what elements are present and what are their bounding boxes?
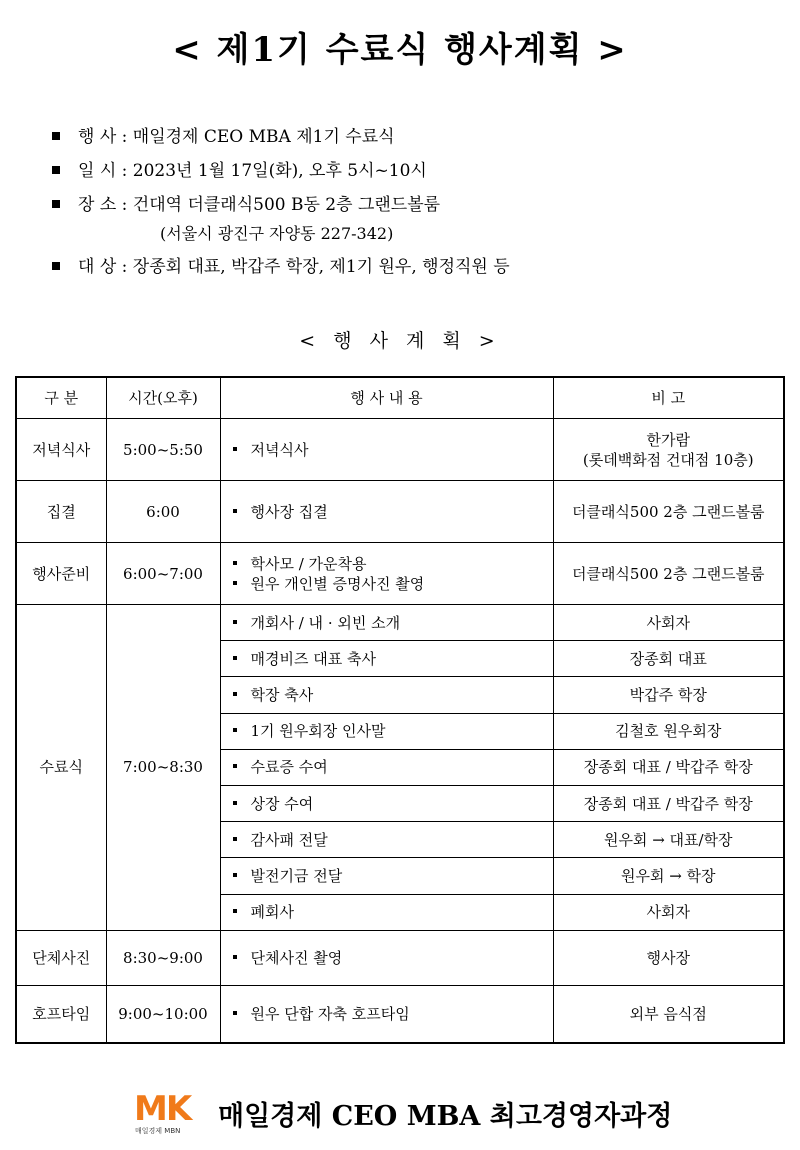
info-item	[52, 154, 772, 188]
content-line	[233, 502, 553, 522]
content-line	[233, 649, 553, 669]
logo-subtext: 매일경제 MBN	[135, 1127, 181, 1135]
note-cell: 김철호 원우회장	[553, 713, 784, 749]
time-cell: 8:30~9:00	[106, 930, 220, 985]
content-text: 학사모 / 가운착용	[250, 554, 367, 573]
content-text: 상장 수여	[250, 794, 314, 813]
category-cell: 수료식	[16, 605, 106, 931]
event-info	[52, 120, 772, 284]
event-plan-table	[15, 376, 785, 1044]
content-line	[233, 574, 553, 594]
table-header-row	[16, 377, 784, 419]
content-line	[233, 613, 553, 633]
content-cell	[220, 605, 553, 641]
table-row	[16, 543, 784, 605]
square-bullet-icon	[233, 909, 237, 913]
category-cell: 호프타임	[16, 985, 106, 1043]
time-cell: 6:00~7:00	[106, 543, 220, 605]
content-cell	[220, 641, 553, 677]
content-line	[233, 830, 553, 850]
note-cell: 원우회 → 학장	[553, 858, 784, 894]
content-text: 저녁식사	[250, 440, 309, 459]
content-text: 단체사진 촬영	[250, 948, 343, 967]
content-cell	[220, 749, 553, 785]
note-cell: 장종회 대표 / 박갑주 학장	[553, 785, 784, 821]
square-bullet-icon	[233, 801, 237, 805]
square-bullet-icon	[233, 728, 237, 732]
mk-logo	[134, 1089, 204, 1138]
square-bullet-icon	[233, 837, 237, 841]
content-line	[233, 554, 553, 574]
content-cell	[220, 543, 553, 605]
content-cell	[220, 785, 553, 821]
square-bullet-icon	[233, 656, 237, 660]
table-row	[16, 481, 784, 543]
table-row	[16, 419, 784, 481]
square-bullet-icon	[233, 509, 237, 513]
content-text: 학장 축사	[250, 685, 314, 704]
note-cell: 더클래식500 2층 그랜드볼룸	[553, 543, 784, 605]
info-text: 장 소 : 건대역 더클래식500 B동 2층 그랜드볼룸	[78, 195, 441, 215]
content-line	[233, 685, 553, 705]
table-row	[16, 985, 784, 1043]
content-text: 행사장 집결	[250, 502, 328, 521]
info-address: (서울시 광진구 자양동 227-342)	[160, 224, 394, 243]
content-text: 감사패 전달	[250, 830, 328, 849]
content-line	[233, 440, 553, 460]
square-bullet-icon	[233, 561, 237, 565]
category-cell: 저녁식사	[16, 419, 106, 481]
content-line	[233, 1004, 553, 1024]
category-cell: 단체사진	[16, 930, 106, 985]
time-cell: 6:00	[106, 481, 220, 543]
column-header: 시간(오후)	[106, 377, 220, 419]
category-cell: 행사준비	[16, 543, 106, 605]
square-bullet-icon	[52, 132, 60, 140]
info-text: 행 사 : 매일경제 CEO MBA 제1기 수료식	[78, 127, 395, 147]
content-text: 수료증 수여	[250, 758, 328, 777]
content-text: 개회사 / 내 · 외빈 소개	[250, 613, 401, 632]
content-cell	[220, 822, 553, 858]
note-cell: 장종회 대표 / 박갑주 학장	[553, 749, 784, 785]
info-text: 대 상 : 장종회 대표, 박갑주 학장, 제1기 원우, 행정직원 등	[78, 257, 510, 277]
note-cell: 사회자	[553, 894, 784, 930]
content-text: 1기 원우회장 인사말	[250, 722, 386, 741]
content-text: 원우 개인별 증명사진 촬영	[250, 574, 425, 593]
square-bullet-icon	[233, 955, 237, 959]
column-header: 행 사 내 용	[220, 377, 553, 419]
square-bullet-icon	[233, 620, 237, 624]
time-cell: 7:00~8:30	[106, 605, 220, 931]
square-bullet-icon	[233, 764, 237, 768]
content-line	[233, 866, 553, 886]
square-bullet-icon	[52, 262, 60, 270]
content-cell	[220, 930, 553, 985]
column-header: 비 고	[553, 377, 784, 419]
table-row	[16, 930, 784, 985]
content-line	[233, 794, 553, 814]
note-cell: 장종회 대표	[553, 641, 784, 677]
content-cell	[220, 677, 553, 713]
info-text: 일 시 : 2023년 1월 17일(화), 오후 5시~10시	[78, 161, 427, 181]
time-cell: 5:00~5:50	[106, 419, 220, 481]
content-line	[233, 948, 553, 968]
square-bullet-icon	[233, 447, 237, 451]
content-cell	[220, 985, 553, 1043]
note-cell: 박갑주 학장	[553, 677, 784, 713]
info-item	[52, 120, 772, 154]
content-cell	[220, 713, 553, 749]
note-cell: 더클래식500 2층 그랜드볼룸	[553, 481, 784, 543]
square-bullet-icon	[233, 873, 237, 877]
content-cell	[220, 894, 553, 930]
footer	[0, 1086, 800, 1142]
content-cell	[220, 481, 553, 543]
time-cell: 9:00~10:00	[106, 985, 220, 1043]
section-title: < 행 사 계 획 >	[299, 330, 501, 352]
column-header: 구 분	[16, 377, 106, 419]
content-line	[233, 902, 553, 922]
document-title: < 제1기 수료식 행사계획 >	[172, 30, 628, 70]
content-text: 원우 단합 자축 호프타임	[250, 1004, 410, 1023]
info-item	[52, 250, 772, 284]
content-text: 폐회사	[250, 903, 294, 922]
note-cell: 사회자	[553, 605, 784, 641]
square-bullet-icon	[233, 1011, 237, 1015]
square-bullet-icon	[52, 200, 60, 208]
content-line	[233, 721, 553, 741]
info-item	[52, 188, 772, 222]
footer-course-name: 매일경제 CEO MBA 최고경영자과정	[218, 1101, 673, 1132]
square-bullet-icon	[233, 581, 237, 585]
content-text: 발전기금 전달	[250, 866, 343, 885]
content-cell	[220, 419, 553, 481]
table-row	[16, 605, 784, 641]
logo-mark: MK	[134, 1089, 191, 1129]
category-cell: 집결	[16, 481, 106, 543]
content-line	[233, 757, 553, 777]
note-cell: 한가람 (롯데백화점 건대점 10층)	[553, 419, 784, 481]
content-cell	[220, 858, 553, 894]
content-text: 매경비즈 대표 축사	[250, 649, 376, 668]
square-bullet-icon	[52, 166, 60, 174]
note-cell: 외부 음식점	[553, 985, 784, 1043]
square-bullet-icon	[233, 692, 237, 696]
note-cell: 원우회 → 대표/학장	[553, 822, 784, 858]
note-cell: 행사장	[553, 930, 784, 985]
